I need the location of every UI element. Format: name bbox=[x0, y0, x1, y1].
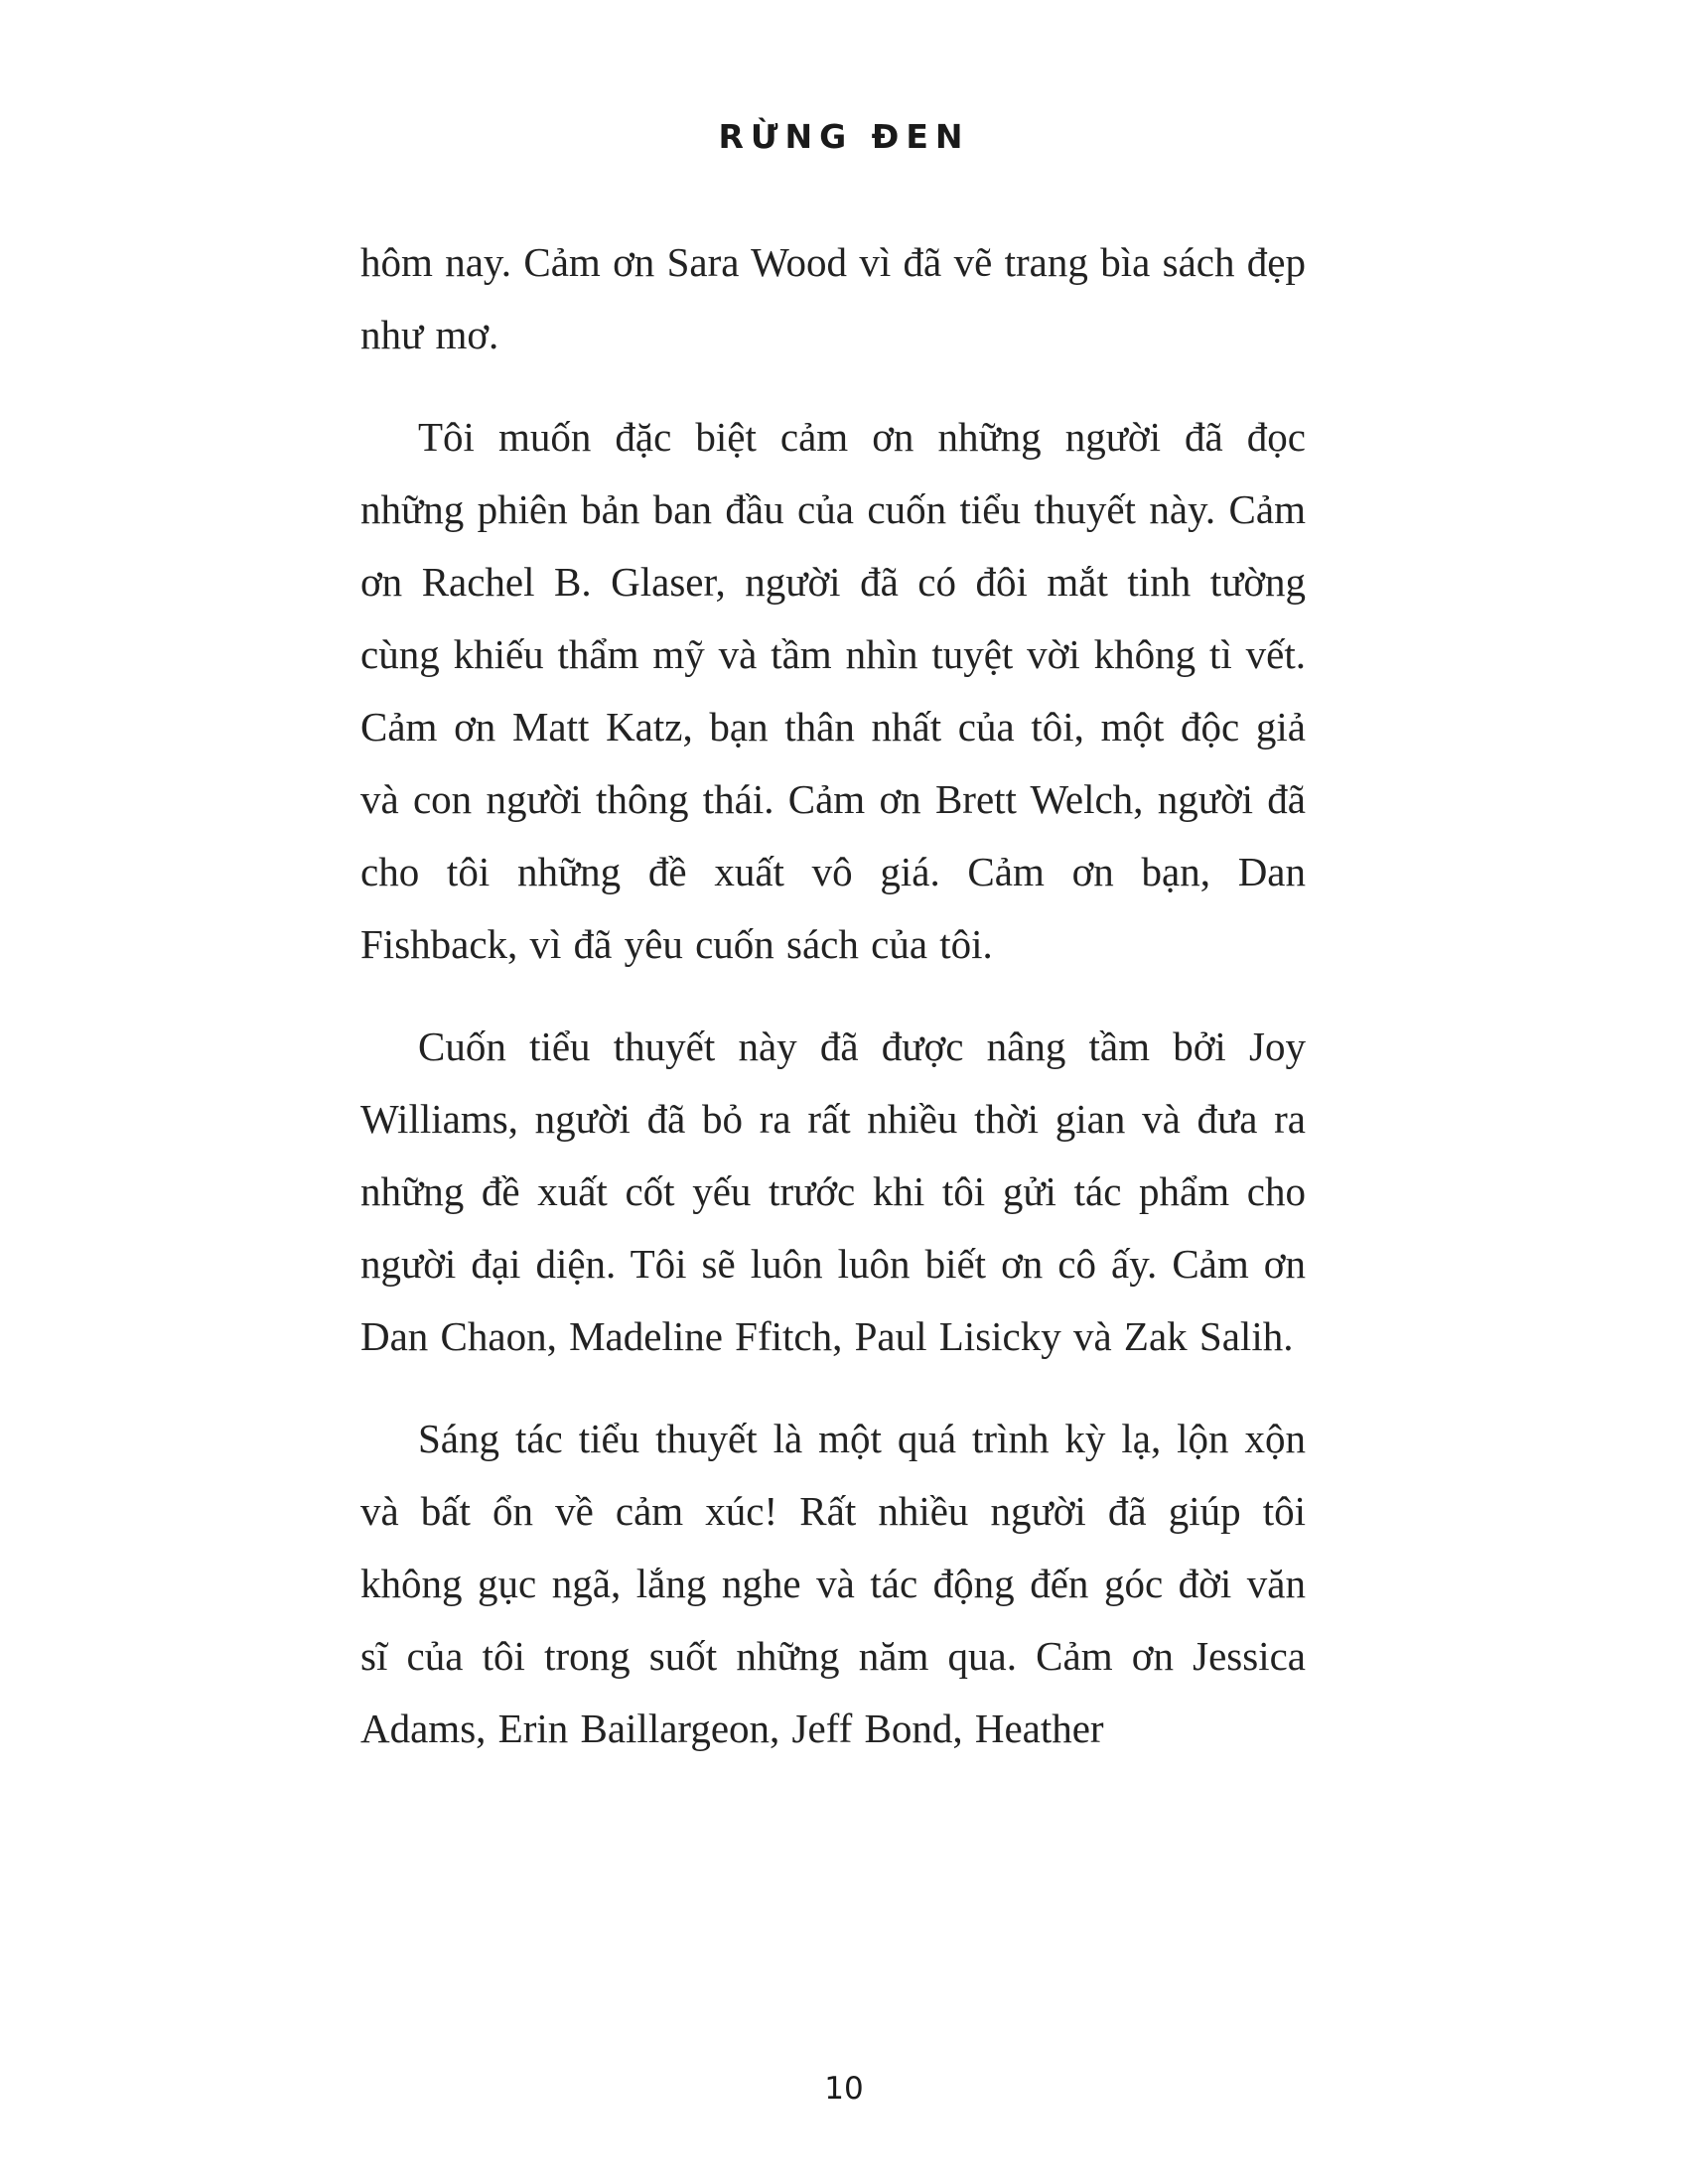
paragraph: Sáng tác tiểu thuyết là một quá trình kỳ lạ, lộn xộn và bất ổn về cảm xúc! Rất nhiều người đã giúp tôi không gục ngã, lắng nghe và tác động đến góc đời văn sĩ của tôi trong suốt những năm qua. Cảm ơn Jessica Adams, Erin Baillargeon, Jeff Bond, Heather bbox=[360, 1416, 1306, 1751]
page-number: 10 bbox=[824, 2071, 864, 2107]
paragraph: Tôi muốn đặc biệt cảm ơn những người đã đọc những phiên bản ban đầu của cuốn tiểu thuyết này. Cảm ơn Rachel B. Glaser, người đã có đôi mắt tinh tường cùng khiếu thẩm mỹ và tầm nhìn tuyệt vời không tì vết. Cảm ơn Matt Katz, bạn thân nhất của tôi, một độc giả và con người thông thái. Cảm ơn Brett Welch, người đã cho tôi những đề xuất vô giá. Cảm ơn bạn, Dan Fishback, vì đã yêu cuốn sách của tôi. bbox=[360, 414, 1306, 967]
page-body-text bbox=[360, 226, 1306, 1765]
running-head-book-title: RỪNG ĐEN bbox=[718, 117, 970, 156]
paragraph: Cuốn tiểu thuyết này đã được nâng tầm bởi Joy Williams, người đã bỏ ra rất nhiều thời gian và đưa ra những đề xuất cốt yếu trước khi tôi gửi tác phẩm cho người đại diện. Tôi sẽ luôn luôn biết ơn cô ấy. Cảm ơn Dan Chaon, Madeline Ffitch, Paul Lisicky và Zak Salih. bbox=[360, 1024, 1306, 1359]
paragraph: hôm nay. Cảm ơn Sara Wood vì đã vẽ trang bìa sách đẹp như mơ. bbox=[360, 239, 1306, 357]
